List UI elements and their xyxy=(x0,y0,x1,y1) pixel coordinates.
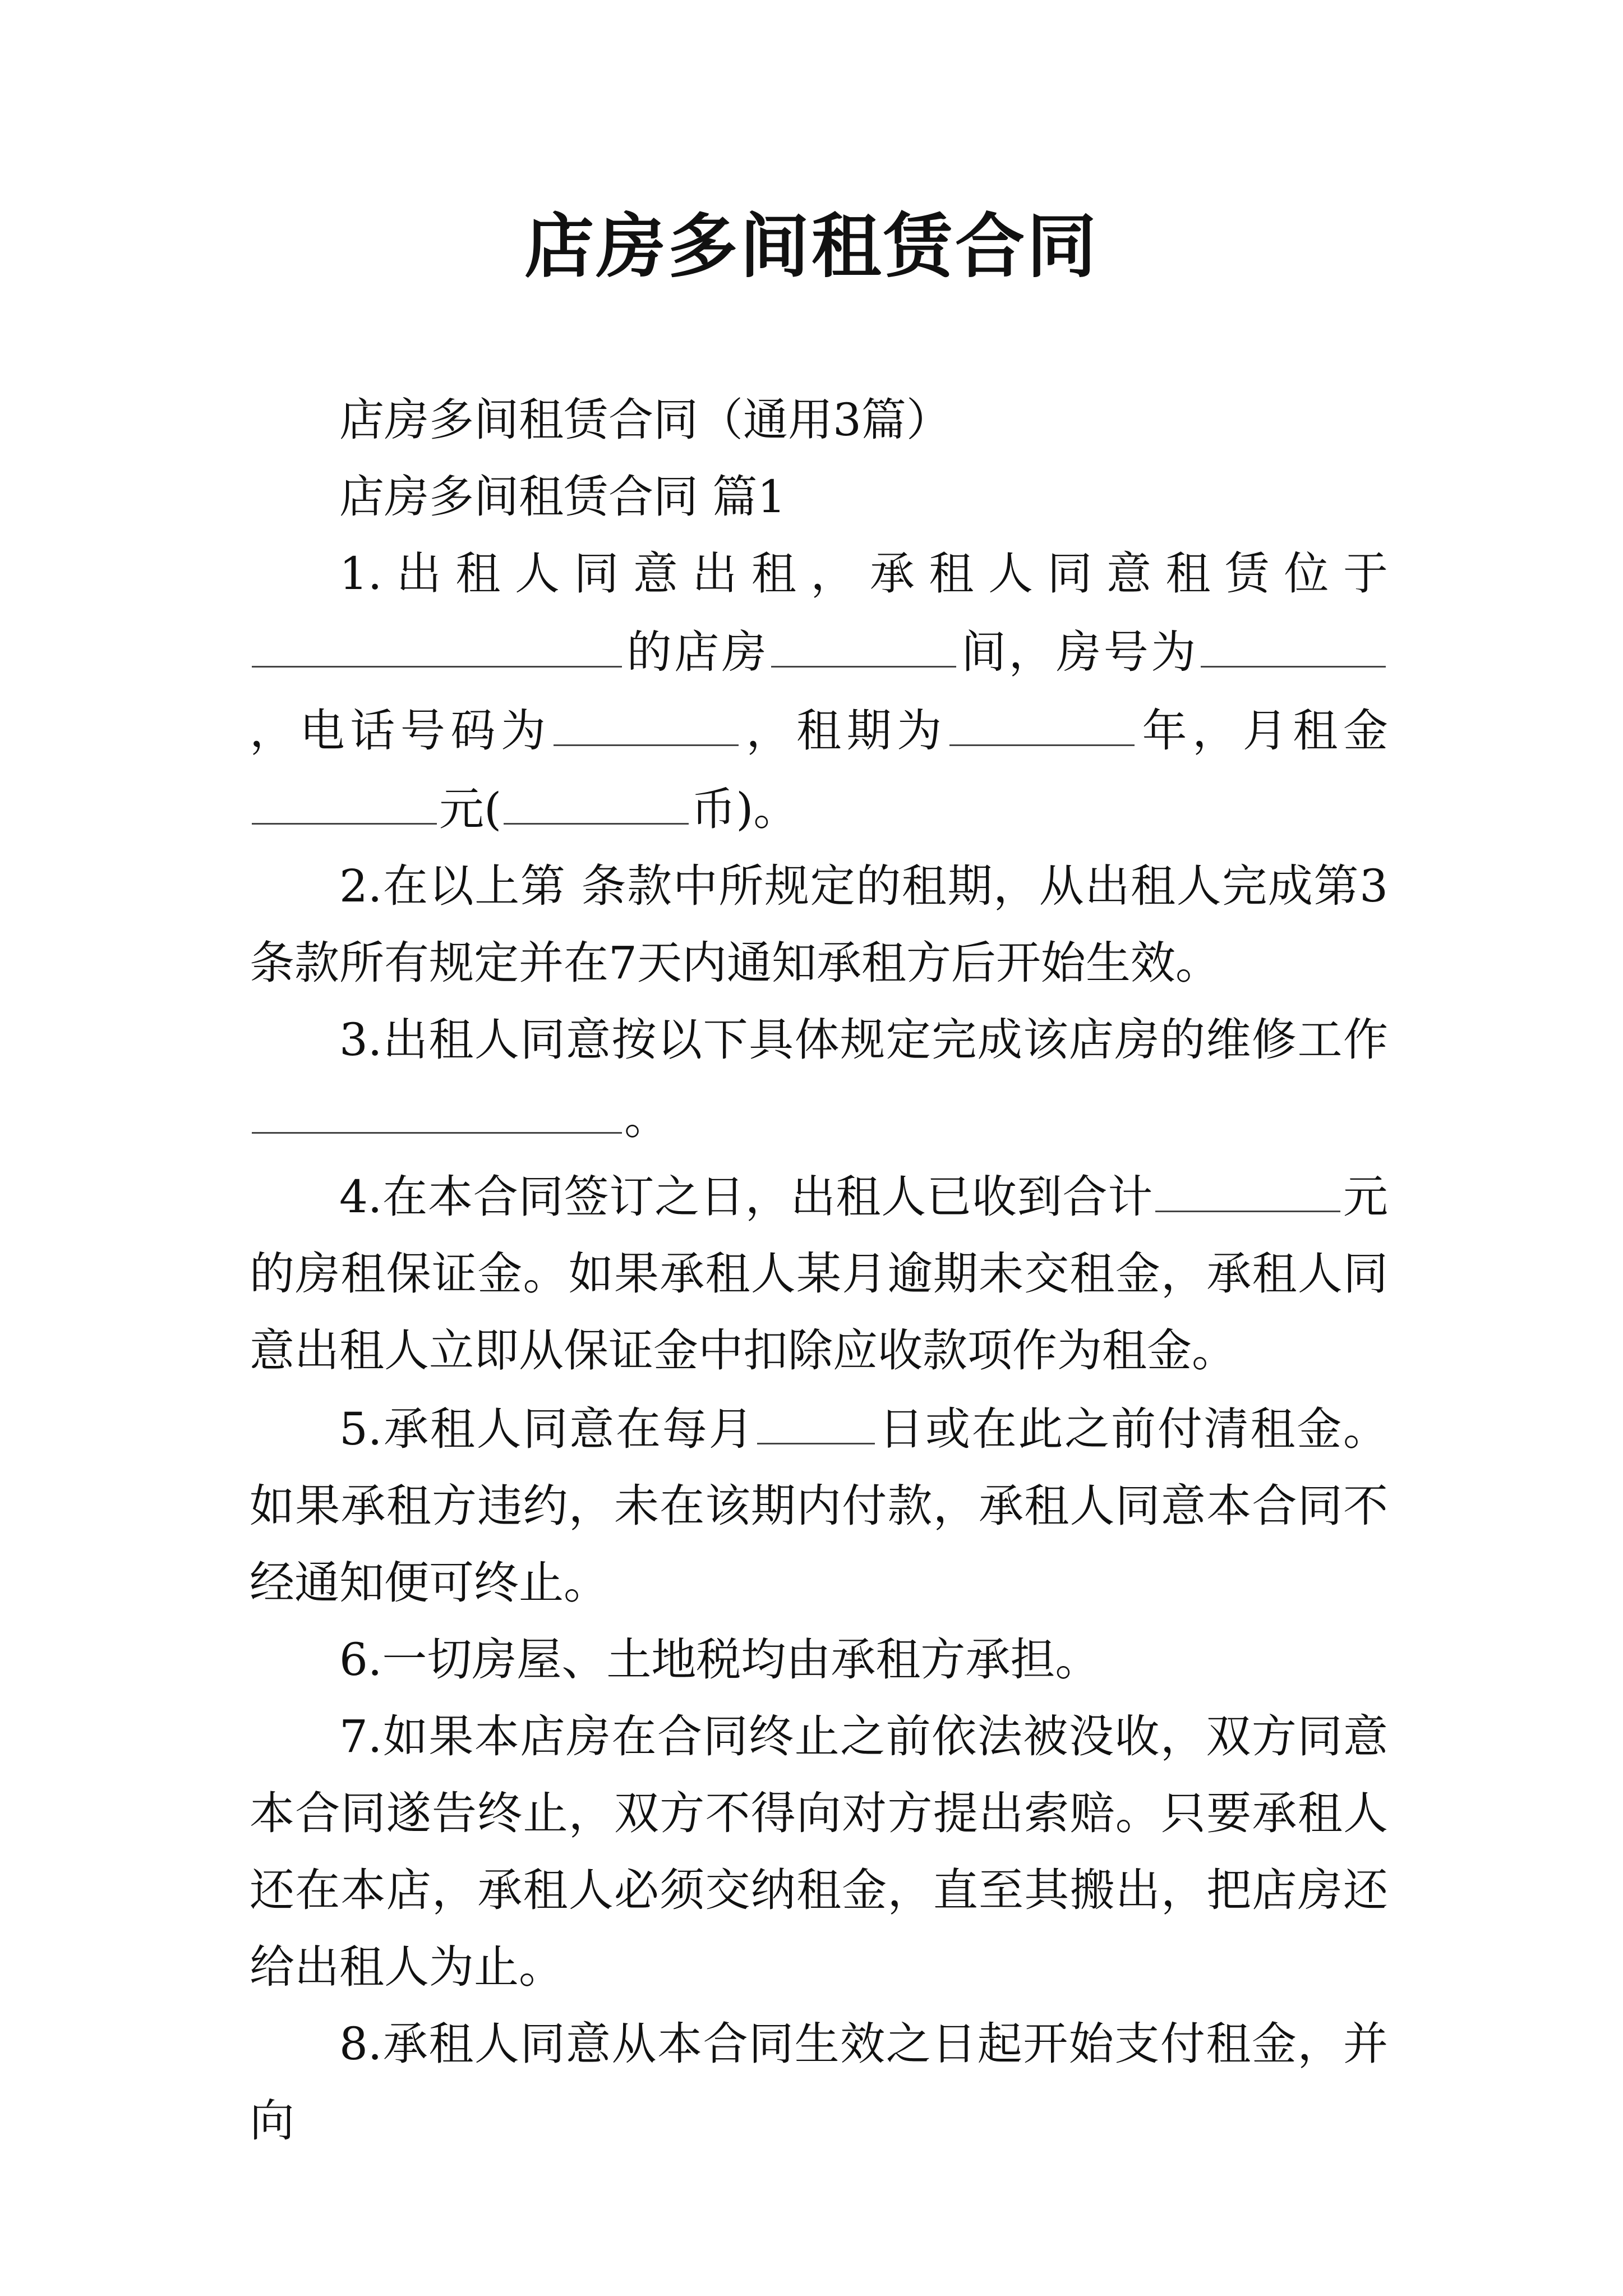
blank-phone xyxy=(554,691,739,746)
clause-1-text: 元( xyxy=(439,783,502,835)
blank-payment-day xyxy=(757,1389,875,1444)
section-heading: 店房多间租赁合同 篇1 xyxy=(339,471,786,523)
clause-1-text: 年，月租金 xyxy=(1136,705,1388,757)
document-subtitle: 店房多间租赁合同（通用3篇） xyxy=(339,394,951,446)
clause-1-text: 1.出租人同意出租，承租人同意租赁位于 xyxy=(339,547,1388,600)
clause-5-text: 日或在此之前付清租金。如果承租方违约，未在该期内付款，承租人同意本合同不经通知便可终止。 xyxy=(250,1403,1389,1609)
clause-1-text: 的店房 xyxy=(624,626,769,678)
clause-1-text: 间，房号为 xyxy=(958,626,1199,678)
blank-location xyxy=(252,612,622,668)
clause-2: 2.在以上第 条款中所规定的租期，从出租人完成第3条款所有规定并在7天内通知承租方后开始生效。 xyxy=(250,860,1388,989)
clause-1-text: ，电话号码为 xyxy=(250,705,551,757)
clause-6: 6.一切房屋、土地税均由承租方承担。 xyxy=(339,1634,1100,1686)
clause-5 xyxy=(250,1389,1388,1621)
clause-3-text: 3.出租人同意按以下具体规定完成该店房的维修工作 xyxy=(339,1014,1388,1066)
document-title: 店房多间租赁合同 xyxy=(524,206,1099,287)
clause-1-text: ，租期为 xyxy=(740,705,947,757)
blank-room-count xyxy=(771,612,956,668)
blank-currency xyxy=(504,769,689,825)
blank-room-number xyxy=(1201,612,1386,668)
clause-7: 7.如果本店房在合同终止之前依法被没收，双方同意本合同遂告终止，双方不得向对方提出索赔。只要承租人还在本店，承租人必须交纳租金，直至其搬出，把店房还给出租人为止。 xyxy=(250,1710,1388,1993)
clause-4 xyxy=(250,1157,1388,1389)
document-body xyxy=(250,381,1388,2159)
clause-3-text: 。 xyxy=(624,1092,669,1144)
blank-repair-details xyxy=(252,1078,622,1134)
clause-1 xyxy=(250,535,1388,848)
blank-monthly-rent xyxy=(252,769,437,825)
blank-term-years xyxy=(949,691,1135,746)
clause-8: 8.承租人同意从本合同生效之日起开始支付租金，并向 xyxy=(250,2018,1388,2147)
clause-3 xyxy=(250,1001,1388,1157)
clause-4-text: 元的房租保证金。如果承租人某月逾期未交租金，承租人同意出租人立即从保证金中扣除应收款项作为租金。 xyxy=(250,1171,1389,1377)
clause-5-text: 5.承租人同意在每月 xyxy=(339,1403,755,1455)
clause-1-text: 币)。 xyxy=(691,783,799,835)
blank-deposit-amount xyxy=(1155,1157,1340,1212)
clause-4-text: 4.在本合同签订之日，出租人已收到合计 xyxy=(339,1171,1154,1223)
